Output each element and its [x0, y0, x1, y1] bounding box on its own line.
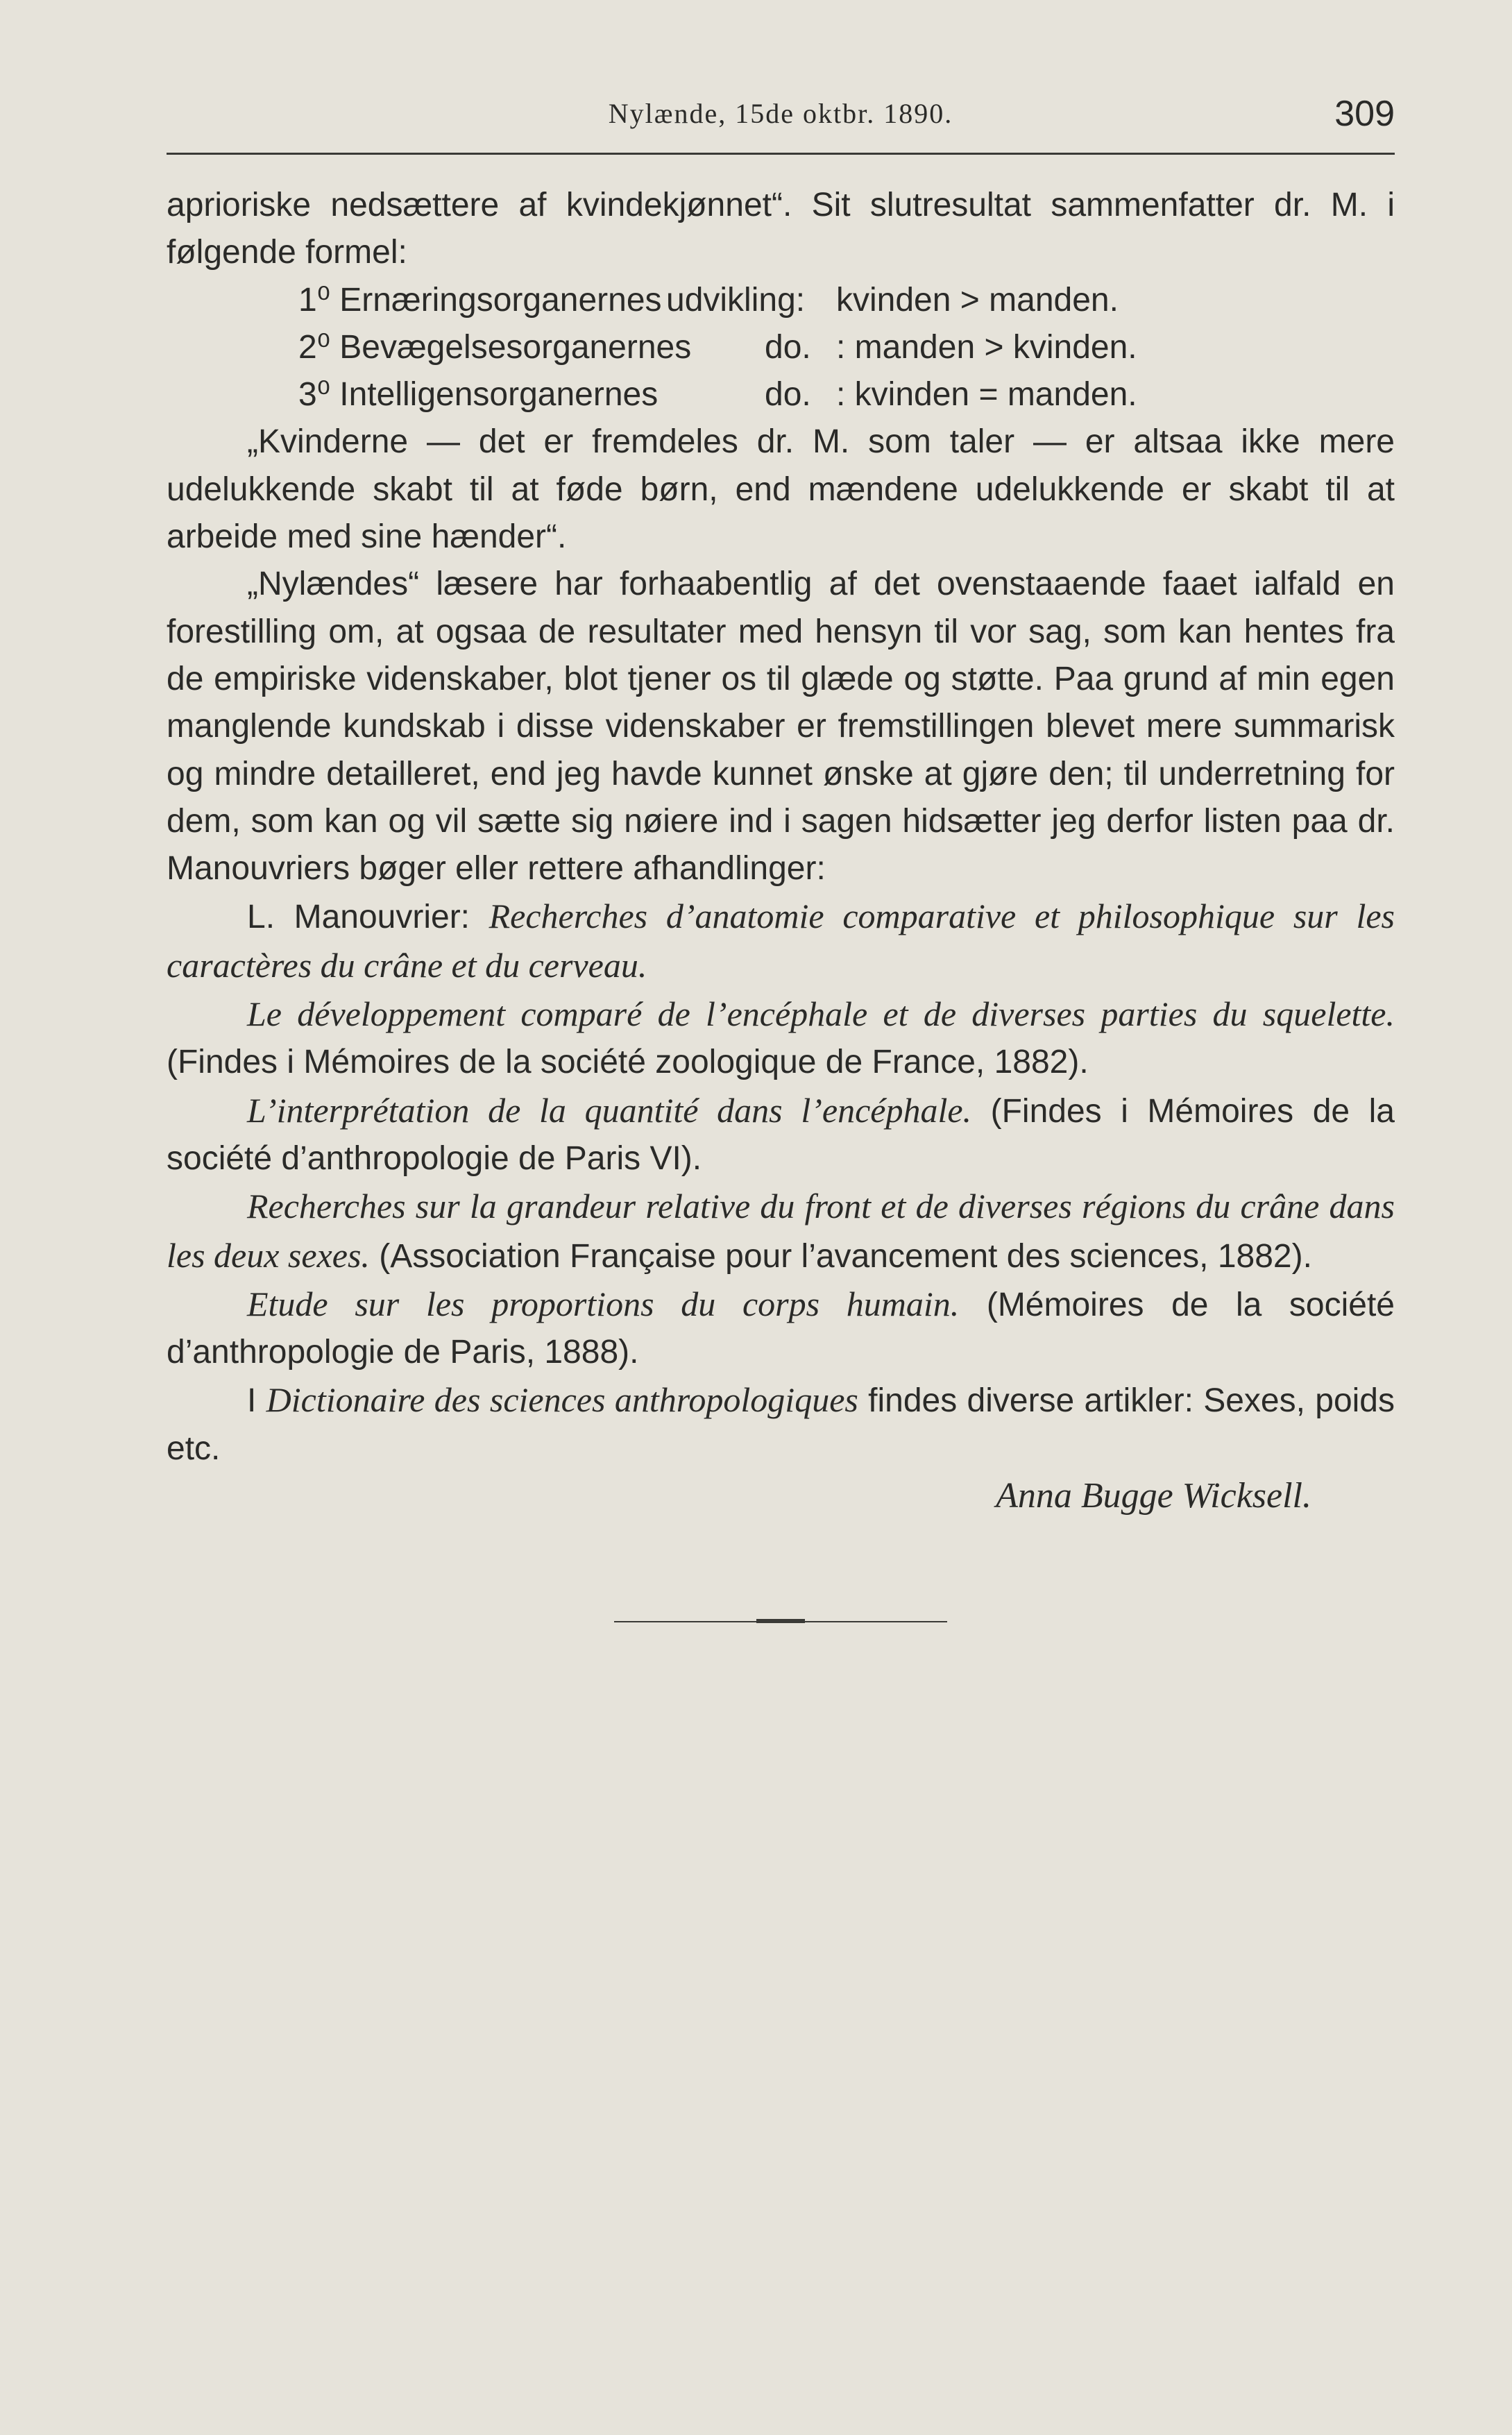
citation-rest: (Mémoires de la société d’anthropologie de Paris, 1888). [167, 1286, 1395, 1371]
formula-organ: 3⁰ Intelligensorganernes [298, 376, 659, 414]
formula-line [167, 371, 1395, 418]
formula-result: : kvinden = manden. [836, 376, 1137, 414]
citation-rest: (Association Française pour l’avancement des sciences, 1882). [369, 1237, 1312, 1275]
formula-mark: do. [765, 328, 811, 366]
citation-rest: (Findes i Mémoires de la société d’anthropologie de Paris VI). [167, 1092, 1395, 1177]
citation-title: Le développement comparé de l’encéphale et de diverses parties du squelette. [247, 994, 1395, 1034]
body-text [167, 182, 1395, 1520]
citation [167, 1182, 1395, 1280]
citation [167, 1087, 1395, 1183]
citation-lead: I [247, 1382, 266, 1420]
running-header [167, 90, 1395, 155]
header-title: Nylænde, 15de oktbr. 1890. [608, 98, 953, 129]
citation-title: Recherches sur la grandeur relative du front et de diverses régions du crâne dans les deux sexes. [167, 1187, 1395, 1275]
formula-line [167, 324, 1395, 371]
formula-organ: 1⁰ Ernæringsorganernes [298, 281, 662, 319]
formula-mark: udvikling: [666, 281, 806, 319]
citation [167, 1280, 1395, 1377]
citation-rest: findes diverse artikler: Sexes, poids etc. [167, 1382, 1395, 1467]
page-number: 309 [1334, 94, 1395, 134]
citation [167, 892, 1395, 990]
signature-line [167, 1473, 1395, 1520]
formula-organ: 2⁰ Bevægelsesorganernes [298, 328, 692, 366]
formula-result: : manden > kvinden. [836, 328, 1137, 366]
quote-paragraph: „Kvinderne — det er fremdeles dr. M. som taler — er altsaa ikke mere udelukkende skabt til at føde børn, end mændene udelukkende er skabt til at arbeide med sine hænder“. [167, 423, 1395, 556]
citation-title: Recherches d’anatomie comparative et philosophique sur les caractères du crâne et du cerveau. [167, 897, 1395, 985]
formula-line [167, 277, 1395, 324]
formula-mark: do. [765, 376, 811, 414]
citation-rest: (Findes i Mémoires de la société zoologique de France, 1882). [167, 1044, 1089, 1081]
main-paragraph: „Nylændes“ læsere har forhaabentlig af det ovenstaaende faaet ialfald en forestilling om, at ogsaa de resultater med hensyn til vor sag, som kan hentes fra de empiriske videnskaber, blot tjener os til glæde og støtte. Paa grund af min egen manglende kundskab i disse videnskaber er fremstillingen blevet mere summarisk og mindre detailleret, end jeg havde kunnet ønske at gjøre den; til underretning for dem, som kan og vil sætte sig nøiere ind i sagen hidsætter jeg derfor listen paa dr. Manouvriers bøger eller rettere afhandlinger: [167, 566, 1395, 888]
citation [167, 990, 1395, 1087]
citation-title: L’interprétation de la quantité dans l’encéphale. [247, 1090, 972, 1130]
section-divider-center [756, 1619, 805, 1623]
citation-title: Dictionaire des sciences anthropologiques [266, 1380, 858, 1420]
intro-paragraph: aprioriske nedsættere af kvindekjønnet“. Sit slutresultat sammenfatter dr. M. i følgende formel: [167, 187, 1395, 271]
formula-result: kvinden > manden. [836, 281, 1119, 319]
author-signature: Anna Bugge Wicksell. [996, 1476, 1311, 1516]
citation-lead: L. Manouvrier: [247, 899, 489, 936]
citation [167, 1376, 1395, 1473]
citation-title: Etude sur les proportions du corps humain. [247, 1284, 960, 1323]
